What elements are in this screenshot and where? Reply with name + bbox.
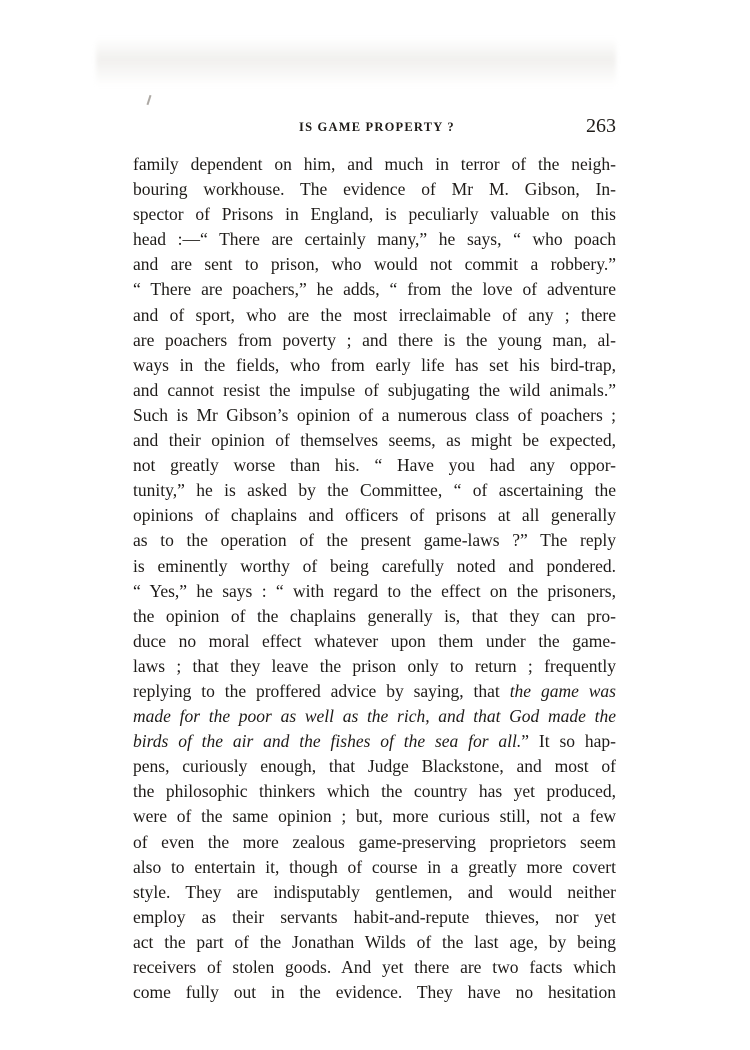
text-line: were of the same opinion ; but, more curious still, not a few <box>133 806 616 827</box>
text-line: head :—“ There are certainly many,” he says, “ who poach <box>133 229 616 250</box>
text-line: spector of Prisons in England, is peculiarly valuable on this <box>133 204 616 225</box>
italic-quote: birds of the air and the fishes of the sea for all. <box>133 731 522 752</box>
text-line: not greatly worse than his. “ Have you had any oppor- <box>133 455 616 476</box>
text-line: “ There are poachers,” he adds, “ from the love of adventure <box>133 279 616 300</box>
text-line: of even the more zealous game-preserving proprietors seem <box>133 831 616 852</box>
body-text <box>133 152 616 1005</box>
text-line: the opinion of the chaplains generally is, that they can pro- <box>133 605 616 626</box>
show-through-bleed <box>96 38 616 86</box>
text-line: receivers of stolen goods. And yet there are two facts which <box>133 957 616 977</box>
text-line: and are sent to prison, who would not commit a robbery.” <box>133 254 616 275</box>
text-line: duce no moral effect whatever upon them under the game- <box>133 630 616 651</box>
text-line: act the part of the Jonathan Wilds of the last age, by being <box>133 931 616 952</box>
text-line: opinions of chaplains and officers of prisons at all generally <box>133 505 616 526</box>
text-line: family dependent on him, and much in terror of the neigh- <box>133 154 616 174</box>
text-line: replying to the proffered advice by saying, that the game was <box>133 680 616 701</box>
text-line: laws ; that they leave the prison only to return ; frequently <box>133 655 616 676</box>
text-line: and their opinion of themselves seems, as might be expected, <box>133 430 616 451</box>
text-line: bouring workhouse. The evidence of Mr M. Gibson, In- <box>133 179 616 200</box>
text-line: are poachers from poverty ; and there is the young man, al- <box>133 329 616 350</box>
text-line: and cannot resist the impulse of subjugating the wild animals.” <box>133 379 616 400</box>
text-line: pens, curiously enough, that Judge Blackstone, and most of <box>133 756 616 777</box>
ink-speck <box>147 95 152 105</box>
text-line: and of sport, who are the most irreclaimable of any ; there <box>133 304 616 325</box>
text-line: Such is Mr Gibson’s opinion of a numerous class of poachers ; <box>133 404 616 425</box>
text-line: the philosophic thinkers which the country has yet produced, <box>133 781 616 802</box>
text-line: birds of the air and the fishes of the sea for all.” It so hap- <box>133 731 616 752</box>
text-line: employ as their servants habit-and-repute thieves, nor yet <box>133 906 616 927</box>
text-line: as to the operation of the present game-laws ?” The reply <box>133 530 616 551</box>
page-number: 263 <box>586 115 616 137</box>
text-line: style. They are indisputably gentlemen, and would neither <box>133 881 616 902</box>
running-title: IS GAME PROPERTY ? <box>299 120 455 134</box>
running-head <box>134 115 616 141</box>
text-line: is eminently worthy of being carefully noted and pondered. <box>133 555 616 576</box>
text-line: “ Yes,” he says : “ with regard to the effect on the prisoners, <box>133 580 616 601</box>
text-line: also to entertain it, though of course in a greatly more covert <box>133 856 616 877</box>
text-line: come fully out in the evidence. They have no hesitation <box>133 982 616 1003</box>
text-line: made for the poor as well as the rich, and that God made the <box>133 706 616 727</box>
italic-quote: the game was <box>509 680 616 701</box>
text-line: tunity,” he is asked by the Committee, “ of ascertaining the <box>133 480 616 501</box>
text-line: ways in the fields, who from early life has set his bird-trap, <box>133 354 616 375</box>
